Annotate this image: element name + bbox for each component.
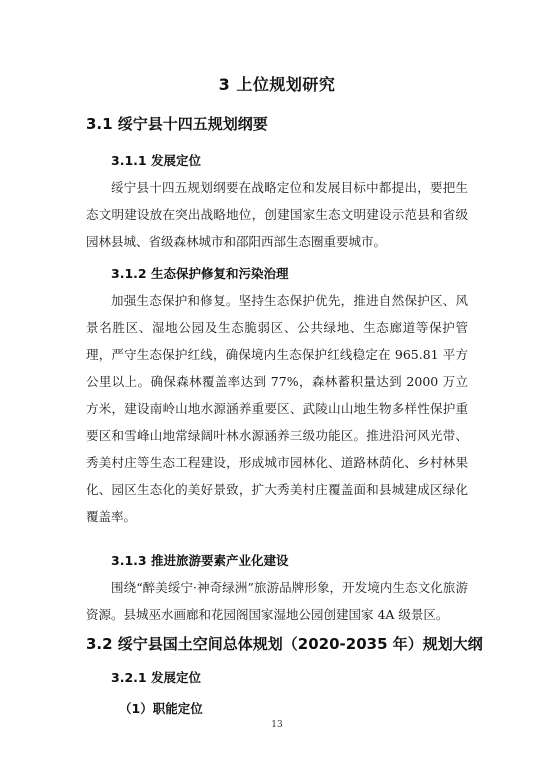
item-heading-1: （1）职能定位 bbox=[119, 701, 203, 716]
chapter-title: 3 上位规划研究 bbox=[218, 75, 336, 94]
paragraph-3-1-2: 加强生态保护和修复。坚持生态保护优先，推进自然保护区、风景名胜区、湿地公园及生态脆弱区、公共绿地、生态廊道等保护管理，严守生态保护红线，确保境内生态保护红线稳定在 965.81 平方公里以上。确保森林覆盖率达到 77%，森林蓄积量达到 2000 万立方米，建设南岭山地水源涵养重要区、武陵山山地生物多样性保护重要区和雪峰山地常绿阔叶林水源涵养三级功能区。推进沿河风光带、秀美村庄等生态工程建设，形成城市园林化、道路林荫化、乡村林果化、园区生态化的美好景致，扩大秀美村庄覆盖面和县城建成区绿化覆盖率。 bbox=[86, 293, 468, 524]
subsection-heading-3-2-1: 3.2.1 发展定位 bbox=[111, 670, 201, 685]
subsection-heading-3-1-1: 3.1.1 发展定位 bbox=[111, 153, 201, 168]
subsection-heading-3-1-2: 3.1.2 生态保护修复和污染治理 bbox=[111, 266, 289, 281]
page-number: 13 bbox=[271, 720, 283, 730]
section-heading-3-2: 3.2 绥宁县国土空间总体规划（2020-2035 年）规划大纲 bbox=[86, 635, 483, 653]
paragraph-3-1-3: 围绕“醉美绥宁·神奇绿洲”旅游品牌形象，开发境内生态文化旅游资源。县城巫水画廊和花园阁国家湿地公园创建国家 4A 级景区。 bbox=[86, 580, 468, 622]
section-heading-3-1: 3.1 绥宁县十四五规划纲要 bbox=[86, 115, 268, 133]
paragraph-3-1-1: 绥宁县十四五规划纲要在战略定位和发展目标中都提出，要把生态文明建设放在突出战略地位，创建国家生态文明建设示范县和省级园林县城、省级森林城市和邵阳西部生态圈重要城市。 bbox=[86, 180, 468, 249]
subsection-heading-3-1-3: 3.1.3 推进旅游要素产业化建设 bbox=[111, 553, 289, 568]
